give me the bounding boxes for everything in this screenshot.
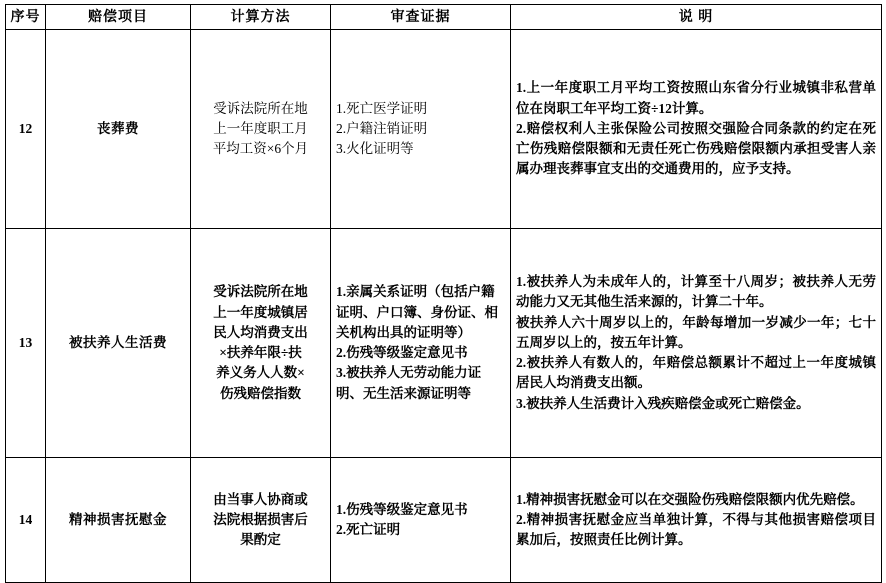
note-line: 3.被扶养人生活费计入残疾赔偿金或死亡赔偿金。 — [516, 395, 810, 411]
note-line: 2.精神损害抚慰金应当单独计算，不得与其他损害赔偿项目累加后，按照责任比例计算。 — [516, 511, 876, 548]
method-line: 受诉法院所在地 — [213, 284, 308, 300]
table-row — [6, 458, 882, 583]
row-method — [191, 458, 331, 583]
note-line: 2.赔偿权利人主张保险公司按照交强险合同条款的约定在死亡伤残赔偿限额和无责任死亡伤残赔偿限额内承担受害人亲属办理丧葬事宜支出的交通费用的，应予支持。 — [516, 120, 876, 177]
row-seq: 14 — [6, 458, 46, 583]
proof-line: 3.被扶养人无劳动能力证明、无生活来源证明等 — [336, 365, 482, 401]
column-header-note: 说 明 — [511, 5, 882, 30]
method-line: 法院根据损害后 — [213, 511, 308, 527]
method-line: 养义务人人数× — [216, 365, 305, 381]
column-header-item: 赔偿项目 — [46, 5, 191, 30]
table-row — [6, 229, 882, 458]
proof-line: 1.死亡医学证明 — [336, 100, 428, 116]
row-note — [511, 229, 882, 458]
row-seq: 12 — [6, 30, 46, 229]
row-item: 丧葬费 — [46, 30, 191, 229]
table-header — [6, 5, 882, 30]
method-line: 上一年度城镇居 — [213, 304, 308, 320]
table-body — [6, 30, 882, 583]
proof-line: 1.亲属关系证明（包括户籍证明、户口簿、身份证、相关机构出具的证明等） — [336, 284, 498, 340]
proof-line: 2.伤残等级鉴定意见书 — [336, 345, 468, 360]
compensation-table — [5, 4, 882, 583]
method-line: 果酌定 — [240, 532, 281, 548]
method-line: 民人均消费支出 — [213, 324, 308, 340]
row-method — [191, 30, 331, 229]
row-seq: 13 — [6, 229, 46, 458]
row-proof — [331, 458, 511, 583]
note-line: 1.被扶养人为未成年人的，计算至十八周岁；被扶养人无劳动能力又无其他生活来源的，计算二十年。 — [516, 274, 876, 310]
method-line: 由当事人协商或 — [213, 491, 308, 507]
proof-line: 1.伤残等级鉴定意见书 — [336, 501, 468, 517]
note-line: 1.精神损害抚慰金可以在交强险伤残赔偿限额内优先赔偿。 — [516, 491, 864, 507]
method-line: 受诉法院所在地 — [213, 100, 308, 116]
row-note — [511, 30, 882, 229]
method-line: 上一年度职工月 — [213, 120, 308, 136]
proof-line: 2.户籍注销证明 — [336, 120, 428, 136]
row-proof — [331, 30, 511, 229]
table-header-row — [6, 5, 882, 30]
note-line: 被扶养人六十周岁以上的，年龄每增加一岁减少一年；七十五周岁以上的，按五年计算。 — [516, 314, 876, 350]
column-header-seq: 序号 — [6, 5, 46, 30]
method-line: ×扶养年限÷扶 — [219, 345, 302, 360]
method-line: 伤残赔偿指数 — [220, 385, 301, 401]
row-method — [191, 229, 331, 458]
note-line: 2.被扶养人有数人的，年赔偿总额累计不超过上一年度城镇居民人均消费支出额。 — [516, 355, 876, 391]
proof-line: 2.死亡证明 — [336, 522, 401, 537]
column-header-method: 计算方法 — [191, 5, 331, 30]
row-proof — [331, 229, 511, 458]
row-item: 被扶养人生活费 — [46, 229, 191, 458]
row-item: 精神损害抚慰金 — [46, 458, 191, 583]
row-note — [511, 458, 882, 583]
table-row — [6, 30, 882, 229]
note-line: 1.上一年度职工月平均工资按照山东省分行业城镇非私营单位在岗职工年平均工资÷12计算。 — [516, 80, 876, 116]
method-line: 平均工资×6个月 — [212, 141, 309, 157]
column-header-proof: 审查证据 — [331, 5, 511, 30]
proof-line: 3.火化证明等 — [336, 141, 414, 157]
